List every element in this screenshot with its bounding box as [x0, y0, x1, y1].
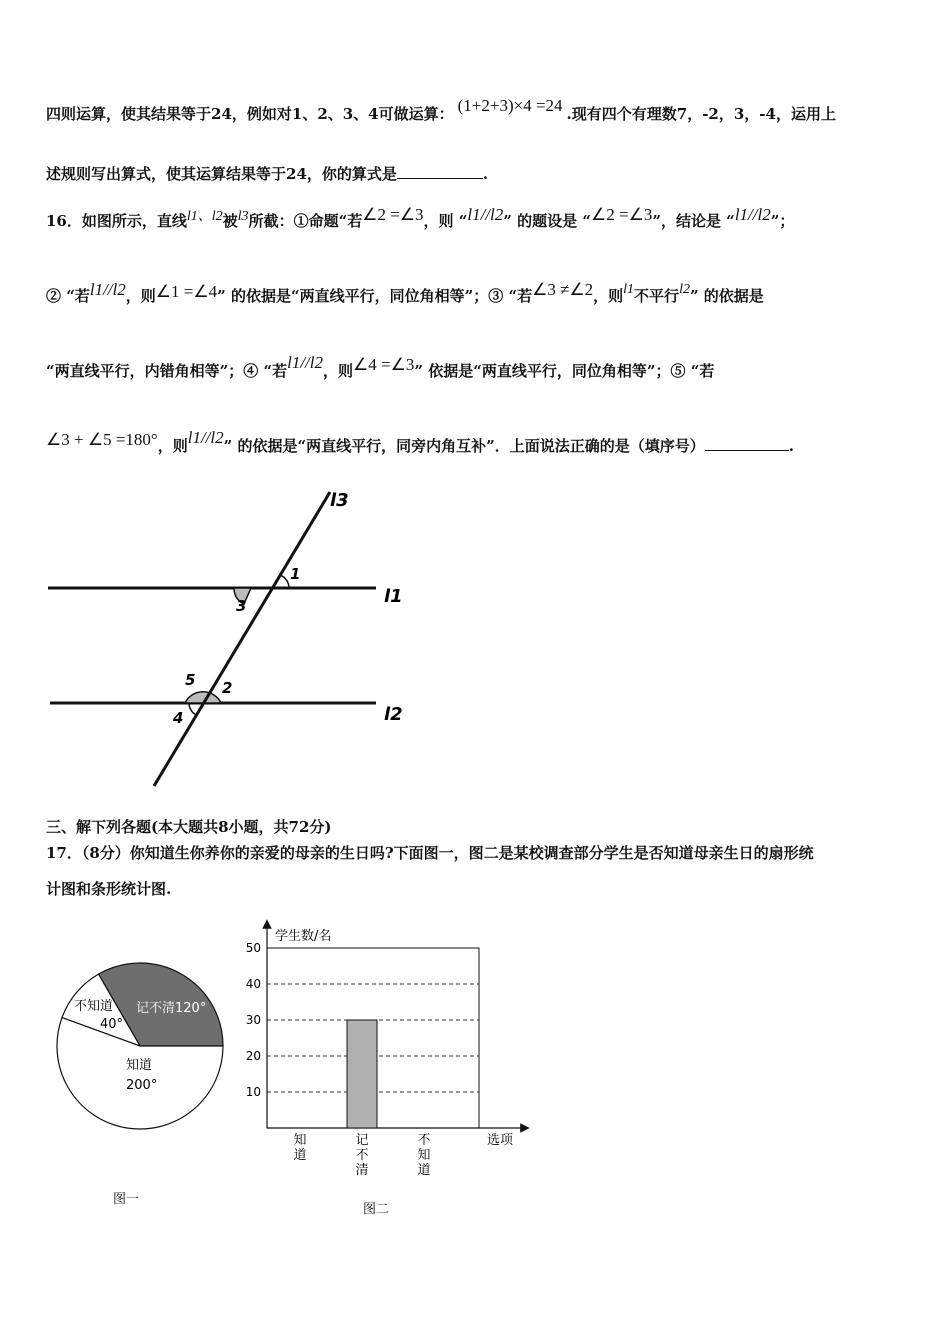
q16-l2-l1: l1 — [623, 282, 635, 297]
angle-label-5: 5 — [185, 671, 196, 689]
q16-line1 — [46, 205, 795, 231]
bar-chart — [235, 918, 535, 1178]
q16-l3b: ，则 — [323, 362, 354, 380]
q16-l2-l2: l2 — [679, 282, 690, 297]
q16-rest2: ”，结论是 “ — [652, 212, 735, 230]
q16-cut: 所截：①命题“若 — [248, 212, 363, 230]
pie-label-buzhidao-deg: 40° — [100, 1017, 124, 1032]
bar-记不清 — [347, 1020, 377, 1128]
y-axis-label: 学生数/名 — [275, 929, 332, 944]
q15-line2 — [46, 163, 488, 184]
q16-l4a: ，则 — [157, 437, 188, 455]
pie-label-jibuqing: 记不清120° — [136, 1001, 207, 1016]
q15-end: . — [482, 165, 489, 183]
section3-heading: 三、解下列各题(本大题共8小题，共72分) — [46, 818, 332, 836]
q16-l4-end: . — [788, 437, 794, 455]
q16-l2b: ，则 — [125, 287, 156, 305]
angle-label-1: 1 — [290, 565, 301, 583]
pie-label-zhidao-deg: 200° — [126, 1078, 158, 1093]
angle-arc-4 — [189, 703, 196, 715]
label-l3: l3 — [330, 490, 349, 511]
y-tick-label: 20 — [245, 1049, 261, 1063]
q16-l2d: ，则 — [593, 287, 624, 305]
q16-line3 — [46, 353, 715, 381]
q16-l4-par: l1//l2 — [187, 428, 224, 447]
q16-by: 被 — [222, 212, 238, 230]
q16-l3a: “两直线平行，内错角相等”；④ “若 — [46, 362, 288, 380]
q16-rest: ” 的题设是 “ — [503, 212, 591, 230]
x-axis-label: 选项 — [487, 1133, 514, 1148]
q16-cond2: ∠2 =∠3 — [591, 205, 653, 224]
label-l2: l2 — [384, 704, 403, 725]
x-category-label: 知道 — [293, 1133, 307, 1163]
q17-line1: 17．（8分）你知道生你养你的亲爱的母亲的生日吗?下面图一，图二是某校调查部分学生是否知道母亲生日的扇形统 — [46, 844, 814, 862]
q15-text-2: 述规则写出算式，使其运算结果等于24，你的算式是 — [46, 165, 397, 183]
q16-l2-par: l1//l2 — [89, 280, 126, 299]
q15-example-formula: (1+2+3)×4 =24 — [457, 96, 563, 115]
q16-lines: l1、l2 — [186, 209, 223, 224]
angle-label-4: 4 — [173, 709, 184, 727]
q16-l3c: ” 依据是“两直线平行，同位角相等”；⑤ “若 — [414, 362, 715, 380]
y-tick-label: 50 — [245, 941, 261, 955]
pie-label-buzhidao: 不知道 — [74, 999, 114, 1014]
q16-cond: ∠2 =∠3 — [362, 205, 424, 224]
y-tick-label: 30 — [245, 1013, 261, 1027]
y-tick-label: 10 — [245, 1085, 261, 1099]
x-category-label: 记不清 — [355, 1133, 369, 1178]
q16-l2-ang2: ∠3 ≠∠2 — [532, 280, 594, 299]
q16-line4 — [46, 428, 794, 456]
q16-l2e: 不平行 — [634, 287, 680, 305]
q15-text-b: .现有四个有理数7，-2，3，-4，运用上 — [566, 105, 836, 123]
label-l1: l1 — [384, 586, 403, 607]
q16-par: l1//l2 — [467, 205, 504, 224]
q16-par2: l1//l2 — [734, 205, 771, 224]
q16-l4-ang: ∠3 + ∠5 =180° — [46, 430, 158, 449]
q16-l2a: ② “若 — [46, 287, 90, 305]
line-l3 — [154, 492, 330, 786]
pie-label-zhidao: 知道 — [126, 1058, 153, 1073]
q16-l3-par: l1//l2 — [287, 353, 324, 372]
q16-line2 — [46, 280, 764, 306]
x-category-label: 不知道 — [417, 1133, 431, 1178]
pie-chart — [50, 956, 230, 1136]
angle-label-2: 2 — [222, 679, 233, 697]
parallel-lines-figure — [40, 480, 440, 800]
q16-l2c: ” 的依据是“两直线平行，同位角相等”；③ “若 — [217, 287, 533, 305]
angle-label-3: 3 — [236, 597, 247, 615]
answer-blank-q16[interactable] — [705, 436, 789, 451]
q17-line2: 计图和条形统计图. — [46, 880, 172, 898]
q16-l3: l3 — [237, 209, 249, 224]
angle-arc-1 — [280, 575, 289, 588]
q16-text: 16．如图所示，直线 — [46, 212, 187, 230]
q16-then: ，则 “ — [423, 212, 468, 230]
q15-line1 — [46, 96, 836, 124]
q16-l3-ang: ∠4 =∠3 — [353, 355, 415, 374]
y-tick-label: 40 — [245, 977, 261, 991]
answer-blank-q15[interactable] — [397, 164, 483, 179]
q16-l2f: ” 的依据是 — [689, 287, 764, 305]
bar-caption: 图二 — [363, 1202, 390, 1217]
q16-end1: ”； — [770, 212, 795, 230]
q16-l2-ang: ∠1 =∠4 — [155, 282, 218, 301]
q15-text: 四则运算，使其结果等于24，例如对1、2、3、4可做运算： — [46, 105, 454, 123]
pie-caption: 图一 — [113, 1192, 140, 1207]
q16-l4b: ” 的依据是“两直线平行，同旁内角互补”．上面说法正确的是（填序号） — [223, 437, 705, 455]
